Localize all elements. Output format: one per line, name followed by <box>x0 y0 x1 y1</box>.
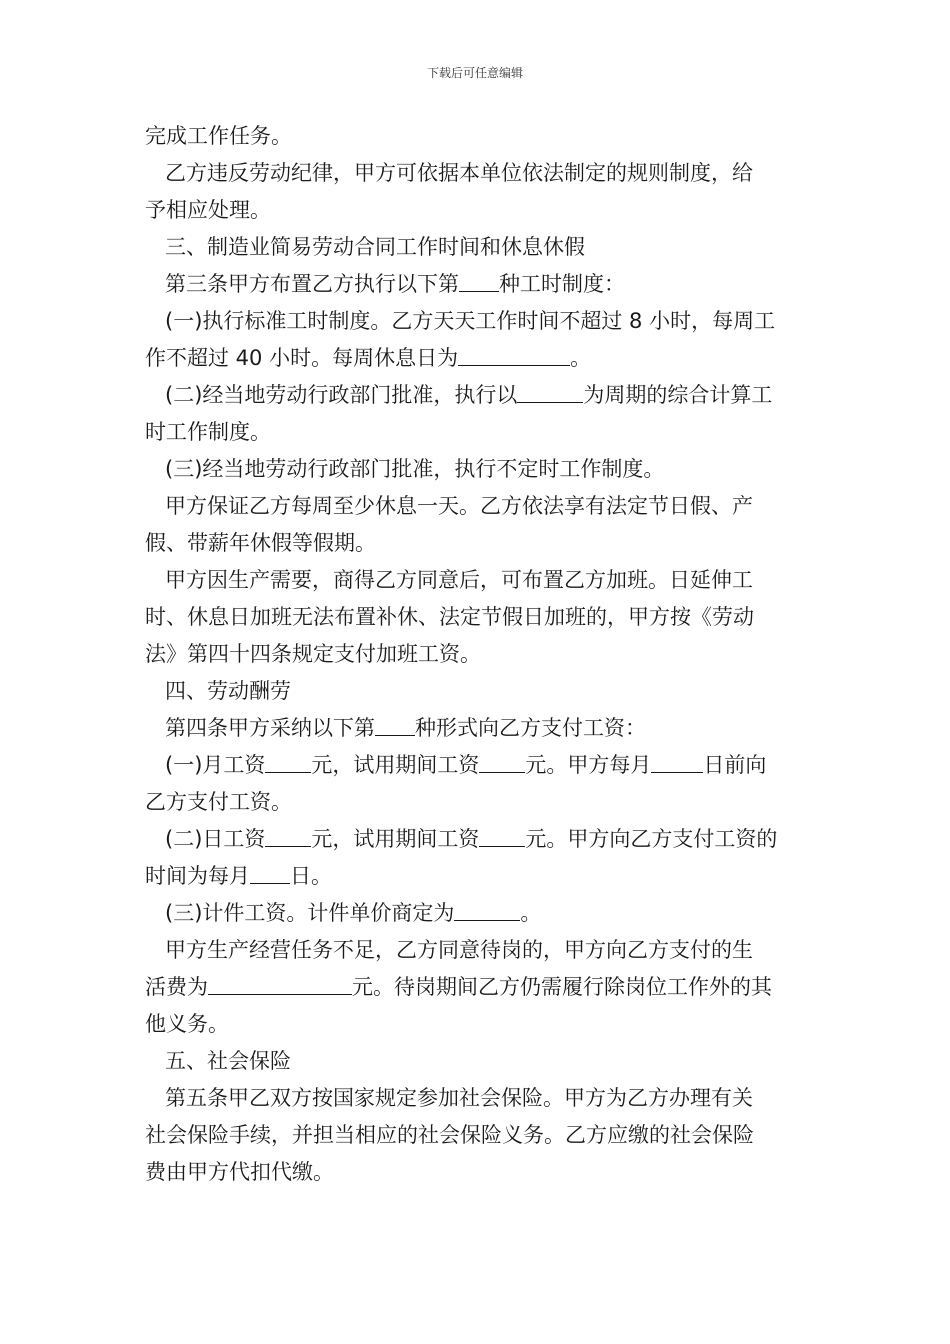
fill-in-blank <box>250 863 290 884</box>
paragraph-line: 时、休息日加班无法布置补休、法定节假日加班的，甲方按《劳动 <box>145 605 754 629</box>
paragraph-line <box>145 340 811 377</box>
fill-in-blank <box>265 826 311 847</box>
line-text: 元，试用期间工资 <box>311 753 480 777</box>
fill-in-blank <box>375 715 415 736</box>
line-text: 时间为每月 <box>145 864 250 888</box>
paragraph-line <box>145 858 811 895</box>
fill-in-blank <box>651 752 703 773</box>
fill-in-blank <box>479 826 525 847</box>
line-text: (三)计件工资。计件单价商定为 <box>165 901 455 925</box>
line-text: 元，试用期间工资 <box>311 827 480 851</box>
paragraph-line: (一)执行标准工时制度。乙方天天工作时间不超过 8 小时，每周工 <box>165 309 776 333</box>
section-heading: 五、社会保险 <box>165 1049 291 1073</box>
paragraph-line: 甲方因生产需要，商得乙方同意后，可布置乙方加班。日延伸工 <box>165 568 753 592</box>
line-text: 。 <box>520 901 542 925</box>
line-text: 活费为 <box>145 975 208 999</box>
fill-in-blank <box>479 752 525 773</box>
paragraph-line: 甲方生产经营任务不足，乙方同意待岗的，甲方向乙方支付的生 <box>165 938 753 962</box>
line-text: 种形式向乙方支付工资： <box>415 716 646 740</box>
paragraph-line: 假、带薪年休假等假期。 <box>145 531 376 555</box>
paragraph-line <box>145 821 811 858</box>
line-text: 作不超过 40 小时。每周休息日为 <box>145 346 459 370</box>
line-text: 。 <box>570 346 592 370</box>
line-text: 为周期的综合计算工 <box>583 383 773 407</box>
paragraph-line: 乙方支付工资。 <box>145 790 292 814</box>
paragraph-line <box>145 969 811 1006</box>
line-text: 第四条甲方采纳以下第 <box>165 716 375 740</box>
page-header: 下载后可任意编辑 <box>426 66 523 80</box>
paragraph-line <box>145 747 811 784</box>
fill-in-blank <box>208 974 352 995</box>
fill-in-blank <box>458 345 570 366</box>
fill-in-blank <box>265 752 311 773</box>
fill-in-blank <box>517 382 583 403</box>
line-text: (一)月工资 <box>165 753 266 777</box>
paragraph-line: 他义务。 <box>145 1012 229 1036</box>
line-text: 日。 <box>290 864 332 888</box>
paragraph-line: (三)经当地劳动行政部门批准，执行不定时工作制度。 <box>165 457 665 481</box>
line-text: 元。甲方向乙方支付工资的 <box>525 827 778 851</box>
line-text: (二)经当地劳动行政部门批准，执行以 <box>165 383 518 407</box>
paragraph-line <box>145 895 811 932</box>
line-text: 元。待岗期间乙方仍需履行除岗位工作外的其 <box>352 975 772 999</box>
paragraph-line <box>145 710 811 747</box>
paragraph-line: 第五条甲乙双方按国家规定参加社会保险。甲方为乙方办理有关 <box>165 1086 753 1110</box>
line-text: 种工时制度： <box>499 272 625 296</box>
paragraph-line: 法》第四十四条规定支付加班工资。 <box>145 642 481 666</box>
line-text: 日前向 <box>703 753 767 777</box>
fill-in-blank <box>454 900 520 921</box>
line-text: (二)日工资 <box>165 827 266 851</box>
paragraph-line: 乙方违反劳动纪律，甲方可依据本单位依法制定的规则制度，给 <box>165 161 753 185</box>
fill-in-blank <box>459 271 499 292</box>
paragraph-line: 费由甲方代扣代缴。 <box>145 1160 334 1184</box>
paragraph-line: 完成工作任务。 <box>145 124 292 148</box>
paragraph-line: 时工作制度。 <box>145 420 271 444</box>
section-heading: 三、制造业简易劳动合同工作时间和休息休假 <box>165 235 585 259</box>
section-heading: 四、劳动酬劳 <box>165 679 291 703</box>
paragraph-line <box>145 266 811 303</box>
paragraph-line: 社会保险手续，并担当相应的社会保险义务。乙方应缴的社会保险 <box>145 1123 754 1147</box>
paragraph-line <box>145 377 811 414</box>
paragraph-line: 甲方保证乙方每周至少休息一天。乙方依法享有法定节日假、产 <box>165 494 753 518</box>
paragraph-line: 予相应处理。 <box>145 198 271 222</box>
line-text: 元。甲方每月 <box>525 753 652 777</box>
document-body <box>145 118 811 1191</box>
line-text: 第三条甲方布置乙方执行以下第 <box>165 272 459 296</box>
